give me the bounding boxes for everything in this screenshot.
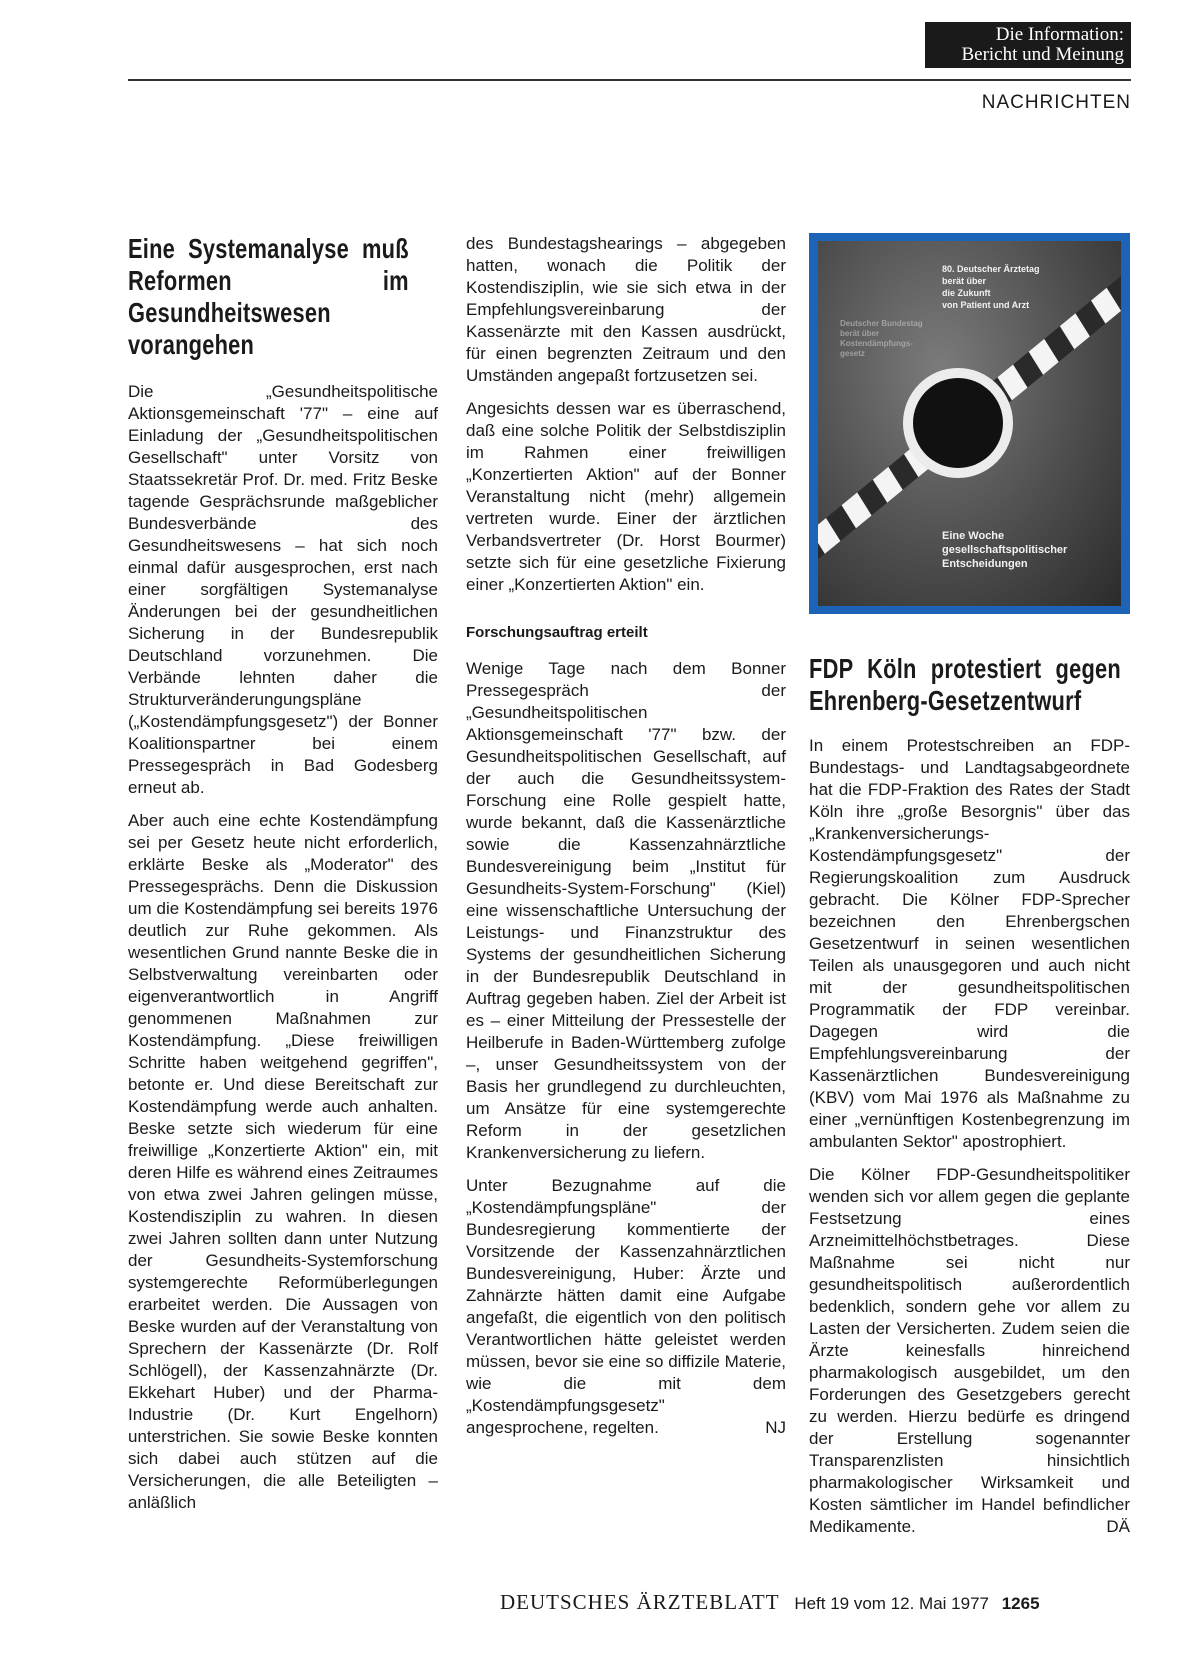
article2-paragraph (809, 1164, 1130, 1538)
poster-ghost-line: berät über (840, 329, 880, 338)
poster-ghost-line: gesetz (840, 349, 865, 358)
article1-paragraph: des Bundestagshearings – abgegeben hatten, wonach die Politik der Kostendisziplin, wie sie sich etwa in der Empfehlungsvereinbarung der Kassenärzte mit den Kassen ausdrückt, für einen begrenzten Zeitraum und den Umständen angepaßt fortzusetzen sei. (466, 234, 786, 385)
article1-paragraph: Aber auch eine echte Kostendämpfung sei per Gesetz heute nicht erforderlich, erklärte Beske als „Moderator" des Pressegesprächs. Denn die Diskussion um die Kostendämpfung sei bereits 1976 deutlich zur Ruhe gekommen. Als wesentlichen Grund nannte Beske die in Selbstverwaltung vereinbarten oder eigenverantwortlich in Angriff genommenen Maßnahmen zur Kostendämpfung. „Diese freiwilligen Schritte haben weitgehend gegriffen", betonte er. Und diese Bereitschaft zur Kostendämpfung werde auch anhalten. Beske setzte sich wiederum für eine freiwillige „Konzertierte Aktion" ein, mit deren Hilfe es während eines Zeitraumes von etwa zwei Jahren gelingen müsse, Kostendisziplin zu wahren. In diesen zwei Jahren sollten dann unter Nutzung der Gesundheits-Systemforschung systemgerechte Reformüberlegungen erarbeitet werden. Die Aussagen von Beske wurden auf der Veranstaltung von Sprechern der Kassenärzte (Dr. Rolf Schlögell), der Kassenzahnärzte (Dr. Ekkehart Huber) und der Pharma-Industrie (Dr. Kurt Engelhorn) unterstrichen. Sie sowie Beske konnten sich dabei auch stützen auf die Versicherungen, die alle Beteiligten – anläßlich (128, 811, 438, 1512)
article2-paragraph: In einem Protestschreiben an FDP-Bundestags- und Landtagsabgeordnete hat die FDP-Fraktion des Rates der Stadt Köln ihre „große Besorgnis" über das „Krankenversicherungs-Kostendämpfungsgesetz" der Regierungskoalition zum Ausdruck gebracht. Die Kölner FDP-Sprecher bezeichnen den Ehrenbergschen Gesetzentwurf in seinen wesentlichen Teilen als unausgegoren und auch nicht mit der gesundheitspolitischen Programmatik der FDP vereinbar. Dagegen wird die Empfehlungsvereinbarung der Kassenärztlichen Bundesvereinigung (KBV) vom Mai 1976 als Maßnahme zu einer „vernünftigen Kostenbegrenzung im ambulanten Sektor" apostrophiert. (809, 736, 1130, 1151)
poster-subtitle-line: Eine Woche (942, 530, 1005, 542)
article1-signature: NJ (765, 1418, 786, 1437)
article1-paragraph: Angesichts dessen war es überraschend, daß eine solche Politik der Selbstdisziplin im Rahmen einer freiwilligen „Konzertierten Aktion" auf der Bonner Veranstaltung nicht (mehr) allgemein vertreten wurde. Einer der ärztlichen Verbandsvertreter (Dr. Horst Bourmer) setzte sich für eine gesetzliche Fixierung einer „Konzertierten Aktion" ein. (466, 399, 786, 594)
rubric-line-1: Die Information: (995, 24, 1124, 45)
page-number: 1265 (1001, 1594, 1040, 1613)
poster-ghost-text (840, 319, 923, 359)
article1-paragraph: Die „Gesundheitspolitische Aktionsgemeinschaft '77" – eine auf Einladung der „Gesundheitspolitischen Gesellschaft" unter Vorsitz von Staatssekretär Prof. Dr. med. Fritz Beske tagende Gesprächsrunde maßgeblicher Bundesverbände des Gesundheitswesens – hat sich noch einmal dafür ausgesprochen, erst nach einer sorgfältigen Systemanalyse Änderungen bei der gesundheitlichen Sicherung in der Bundesrepublik Deutschland vorzunehmen. Die Verbände lehnten daher die Strukturveränderungungspläne („Kostendämpfungsgesetz") der Bonner Koalitionspartner bei einem Pressegespräch in Bad Godesberg erneut ab. (128, 382, 438, 797)
article1-subheading: Forschungsauftrag erteilt (466, 624, 648, 641)
article1-column-2 (466, 233, 786, 1450)
poster-title-line: 80. Deutscher Ärztetag (942, 264, 1040, 274)
poster-photo (809, 233, 1130, 614)
article1-column-1 (128, 233, 438, 1525)
poster-title-line: von Patient und Arzt (942, 300, 1030, 310)
issue-info: Heft 19 vom 12. Mai 1977 (794, 1594, 989, 1613)
article1-paragraph: Wenige Tage nach dem Bonner Pressegespräch der „Gesundheitspolitischen Aktionsgemeinschaft '77" bzw. der Gesundheitspolitischen Gesellschaft, auf der auch die Gesundheitssystem-Forschung eine Rolle gespielt hatte, wurde bekannt, daß die Kassenärztliche sowie die Kassenzahnärztliche Bundesvereinigung beim „Institut für Gesundheits-System-Forschung" (Kiel) eine wissenschaftliche Untersuchung der Leistungs- und Finanzstruktur des Systems der gesundheitlichen Sicherung in der Bundesrepublik Deutschland in Auftrag gegeben haben. Ziel der Arbeit ist es – einer Mitteilung der Pressestelle der Heilberufe in Baden-Württemberg zufolge –, unser Gesundheitssystem von der Basis her grundlegend zu durchleuchten, um Ansätze für eine systemgerechte Reform in der gesetzlichen Krankenversicherung zu liefern. (466, 659, 786, 1162)
magazine-name: DEUTSCHES ÄRZTEBLATT (500, 1590, 780, 1614)
article2-headline: FDP Köln protestiert gegen Ehrenberg-Gesetzentwurf (809, 653, 1121, 716)
poster-subtitle-line: Entscheidungen (942, 558, 1028, 570)
section-label: NACHRICHTEN (981, 92, 1131, 113)
poster-title-line: die Zukunft (942, 288, 991, 298)
poster-ghost-line: Kostendämpfungs- (840, 339, 913, 348)
poster-image (818, 241, 1121, 606)
poster-subtitle-line: gesellschaftspolitischer (942, 544, 1068, 556)
rubric-box (925, 22, 1131, 68)
poster-subtitle (942, 529, 1067, 571)
article2-column (809, 653, 1130, 1549)
rubric-line-2: Bericht und Meinung (961, 44, 1124, 65)
poster-title (942, 263, 1040, 311)
poster-title-line: berät über (942, 276, 987, 286)
article2-signature: DÄ (1106, 1517, 1130, 1536)
page-footer (500, 1590, 1132, 1615)
article1-last-paragraph-text: Unter Bezugnahme auf die „Kostendämpfungspläne" der Bundesregierung kommentierte der Vorsitzende der Kassenzahnärztlichen Bundesvereinigung, Huber: Ärzte und Zahnärzte hätten damit eine Aufgabe angefaßt, die eigentlich von den politisch Verantwortlichen hätte geleistet werden müssen, bevor sie eine so diffizile Materie, wie die mit dem „Kostendämpfungsgesetz" angesprochene, regelten. (466, 1176, 787, 1437)
article2-last-paragraph-text: Die Kölner FDP-Gesundheitspolitiker wenden sich vor allem gegen die geplante Festsetzung eines Arzneimittelhöchstbetrages. Diese Maßnahme sei nicht nur gesundheitspolitisch außerordentlich bedenklich, sondern gehe vor allem zu Lasten der Versicherten. Zudem seien die Ärzte keinesfalls hinreichend pharmakologisch ausgebildet, um den Forderungen des Gesetzgebers gerecht zu werden. Hierzu bedürfe es dringend der Erstellung sogenannter Transparenzlisten hinsichtlich pharmakologischer Wirksamkeit und Kosten sämtlicher im Handel befindlicher Medikamente. (809, 1165, 1130, 1536)
poster-ghost-line: Deutscher Bundestag (840, 319, 923, 328)
article1-paragraph (466, 1175, 786, 1439)
article1-headline: Eine Systemanalyse muß Reformen im Gesundheitswesen vorangehen (128, 233, 409, 360)
header-rule (128, 79, 1131, 81)
